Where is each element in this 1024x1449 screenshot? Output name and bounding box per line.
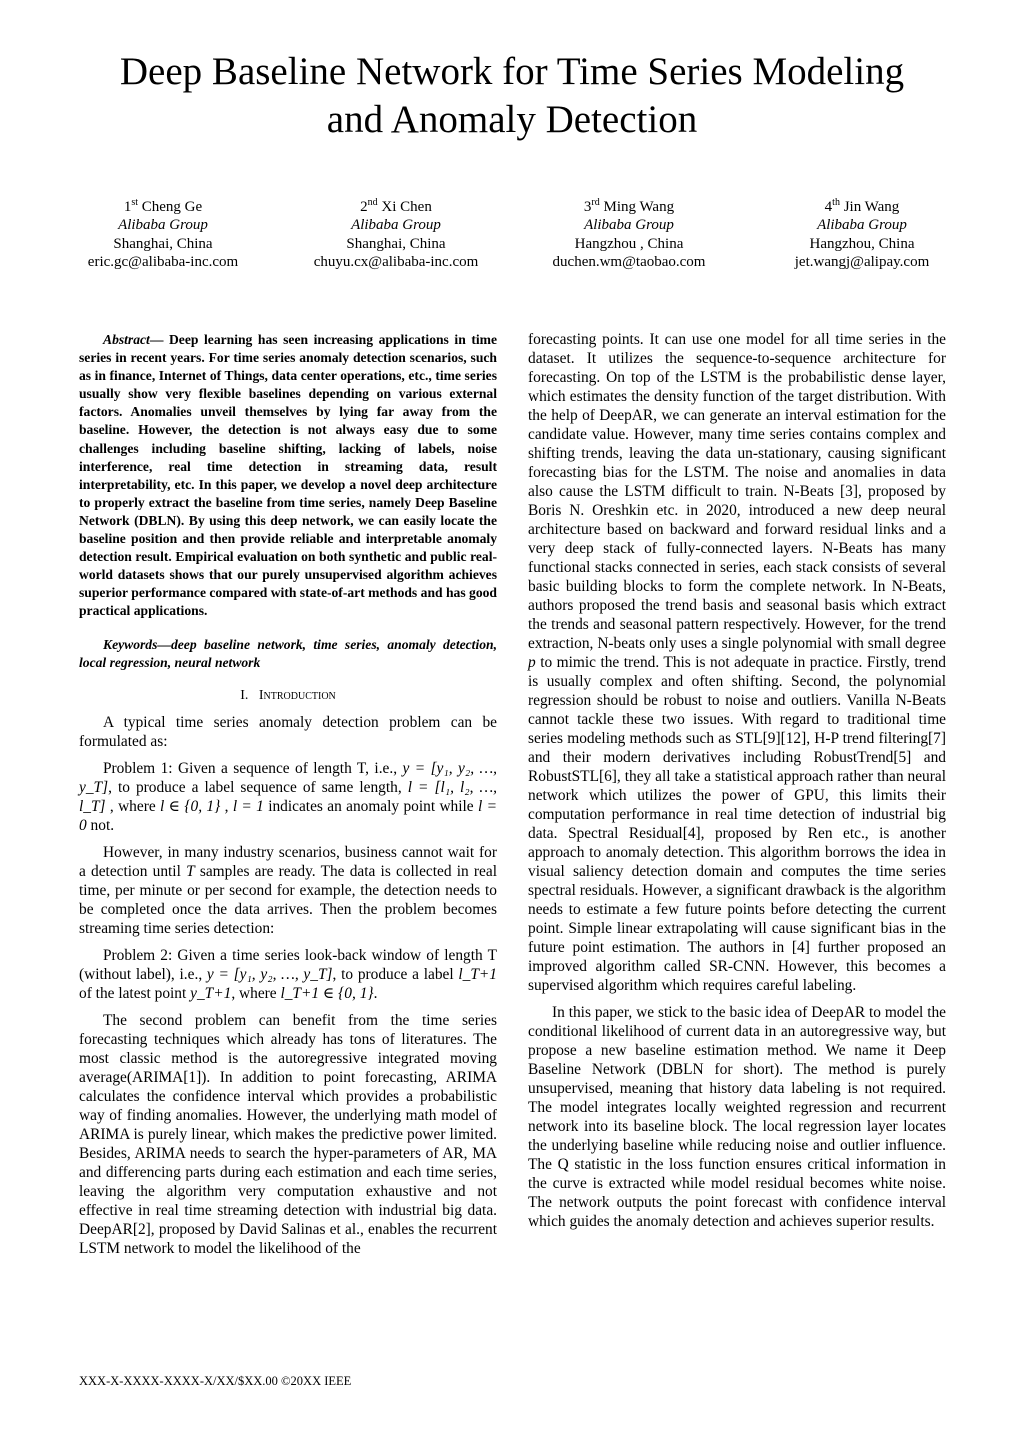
author-affiliation: Alibaba Group [584,217,674,234]
author-3: 3rd Ming Wang Alibaba Group Hangzhou , China duchen.wm@taobao.com [509,198,749,271]
author-1: 1st Cheng Ge Alibaba Group Shanghai, China eric.gc@alibaba-inc.com [43,198,283,271]
problem-2: Problem 2: Given a time series look-back window of length T (without label), i.e., y = [y₁, y₂, …, y_T], to produce a label l_T+1 of the latest point y_T+1, where l_T+1 ∈ {0, 1}. [79,946,497,1002]
intro-paragraph-1: A typical time series anomaly detection problem can be formulated as: [79,713,497,750]
author-location: Shanghai, China [346,235,446,252]
author-email: eric.gc@alibaba-inc.com [87,253,239,270]
author-name: Ming Wang [603,199,675,215]
keywords: Keywords—deep baseline network, time series, anomaly detection, local regression, neural network [79,636,497,670]
section-heading [79,686,497,705]
section-title: Introduction [258,687,336,703]
intro-paragraph-3: However, in many industry scenarios, business cannot wait for a detection until T samples are ready. The data is collected in real time, per minute or per second for example, the detection needs to be completed once the data arrives. Then the problem becomes streaming time series detection: [79,843,497,937]
intro-paragraph-5: The second problem can benefit from the time series forecasting techniques which already has tons of literatures. The most classic method is the autoregressive integrated moving average(ARIMA[1]). In addition to point forecasting, ARIMA calculates the confidence interval which provides a probabilistic way of finding anomalies. However, the underlying math model of ARIMA is purely linear, which makes the predictive power limited. Besides, ARIMA needs to search the hyper-parameters of AR, MA and differencing parts during each estimation and each time series, leaving the algorithm very computation exhaustive and not effective in real time streaming detection with industrial big data. DeepAR[2], proposed by David Salinas et al., enables the recurrent LSTM network to model the likelihood of the [79,1011,497,1257]
author-location: Shanghai, China [113,235,213,252]
abstract [79,331,497,621]
right-column [528,330,946,1231]
author-email: chuyu.cx@alibaba-inc.com [313,253,479,270]
paper-title-line-1: Deep Baseline Network for Time Series Modeling [119,50,905,93]
author-4: 4th Jin Wang Alibaba Group Hangzhou, China jet.wangj@alipay.com [742,198,982,271]
author-email: duchen.wm@taobao.com [552,253,706,270]
copyright-footer: XXX-X-XXXX-XXXX-X/XX/$XX.00 ©20XX IEEE [79,1374,352,1388]
author-affiliation: Alibaba Group [118,217,208,234]
paper-title [0,48,1024,144]
abstract-lead: Abstract [103,332,150,347]
intro-paragraph-6: In this paper, we stick to the basic idea of DeepAR to model the conditional likelihood of current data in an autoregressive way, but propose a new baseline estimation method. We name it Deep Baseline Network (DBLN for short). The method is purely unsupervised, meaning that history data labeling is not required. The model integrates locally weighted regression and recurrent network into its baseline block. The local regression layer locates the underlying baseline while reducing noise and outlier influence. The Q statistic in the loss function ensures critical information in the curve is extracted while model residual becomes white noise. The network outputs the point forecast with confidence interval which guides the anomaly detection and achieves superior results. [528,1004,946,1230]
author-name: Cheng Ge [141,199,203,215]
author-name: Jin Wang [843,199,900,215]
author-location: Hangzhou , China [574,235,684,252]
author-affiliation: Alibaba Group [817,217,907,234]
author-affiliation: Alibaba Group [351,217,441,234]
paper-title-line-2: and Anomaly Detection [326,98,698,141]
section-number: I. [240,687,249,703]
problem-1: Problem 1: Given a sequence of length T, i.e., y = [y₁, y₂, …, y_T], to produce a label sequence of same length, l = [l₁, l₂, …, l_T] , where l ∈ {0, 1} , l = 1 indicates an anomaly point while l = 0 not. [79,759,498,834]
author-email: jet.wangj@alipay.com [794,253,930,270]
left-column [79,331,497,1258]
author-location: Hangzhou, China [809,235,915,252]
author-2: 2nd Xi Chen Alibaba Group Shanghai, China chuyu.cx@alibaba-inc.com [276,198,516,271]
intro-paragraph-5-continued: forecasting points. It can use one model for all time series in the dataset. It utilizes the sequence-to-sequence architecture for forecasting. On top of the LSTM is the probabilistic dense layer, which estimates the density function of the target distribution. With the help of DeepAR, we can generate an interval estimation for the candidate value. However, many time series contains complex and shifting trends, leaving the data un-stationary, causing significant forecasting bias for the LSTM. The noise and anomalies in data also cause the LSTM difficult to train. N-Beats [3], proposed by Boris N. Oreshkin etc. in 2020, introduced a new deep neural architecture based on backward and forward residual links and a very deep stack of fully-connected layers. N-Beats has many functional stacks connected in series, each stack consists of several basic building blocks to form the complete network. In N-Beats, authors proposed the trend basis and seasonal basis which extract the trends and seasonal pattern respectively. However, for the trend extraction, N-beats only uses a single polynomial with small degree p to mimic the trend. This is not adequate in practice. Firstly, trend is usually complex and often shifting. Second, the polynomial regression should be robust to noise and outliers. Vanilla N-Beats cannot tackle these two issues. With regard to traditional time series modeling methods such as STL[9][12], H-P trend filtering[7] and their modern derivatives including RobustTrend[5] and RobustSTL[6], they all take a statistical approach rather than neural network which utilizes the power of GPU, this limits their computation performance in real time detection of industrial big data. Spectral Residual[4], proposed by Ren etc., is another approach to anomaly detection. This algorithm borrows the idea in visual saliency detection domain and computes the time series spectral residuals. However, a significant drawback is the algorithm needs to estimate a few future points before detecting the current point. Simple linear extrapolating will cause significant bias in the future point estimation. The authors in [4] further proposed an improved algorithm called SR-CNN. However, this becomes a supervised algorithm which requires careful labeling. [528,331,946,994]
abstract-text: — Deep learning has seen increasing applications in time series in recent years. For time series anomaly detection scenarios, such as in finance, Internet of Things, data center operations, etc., time series usually show very flexible baselines depending on various external factors. Anomalies unveil themselves by lying far away from the baseline. However, the detection is not always easy due to some challenges including baseline shifting, lacking of labels, noise interference, real time detection in streaming data, result interpretability, etc. In this paper, we develop a novel deep architecture to properly extract the baseline from time series, namely Deep Baseline Network (DBLN). By using this deep network, we can easily locate the baseline position and then provide reliable and interpretable anomaly detection result. Empirical evaluation on both synthetic and public real-world datasets shows that our purely unsupervised algorithm achieves superior performance compared with state-of-art methods and has good practical applications. [79,332,497,619]
author-name: Xi Chen [381,199,432,215]
